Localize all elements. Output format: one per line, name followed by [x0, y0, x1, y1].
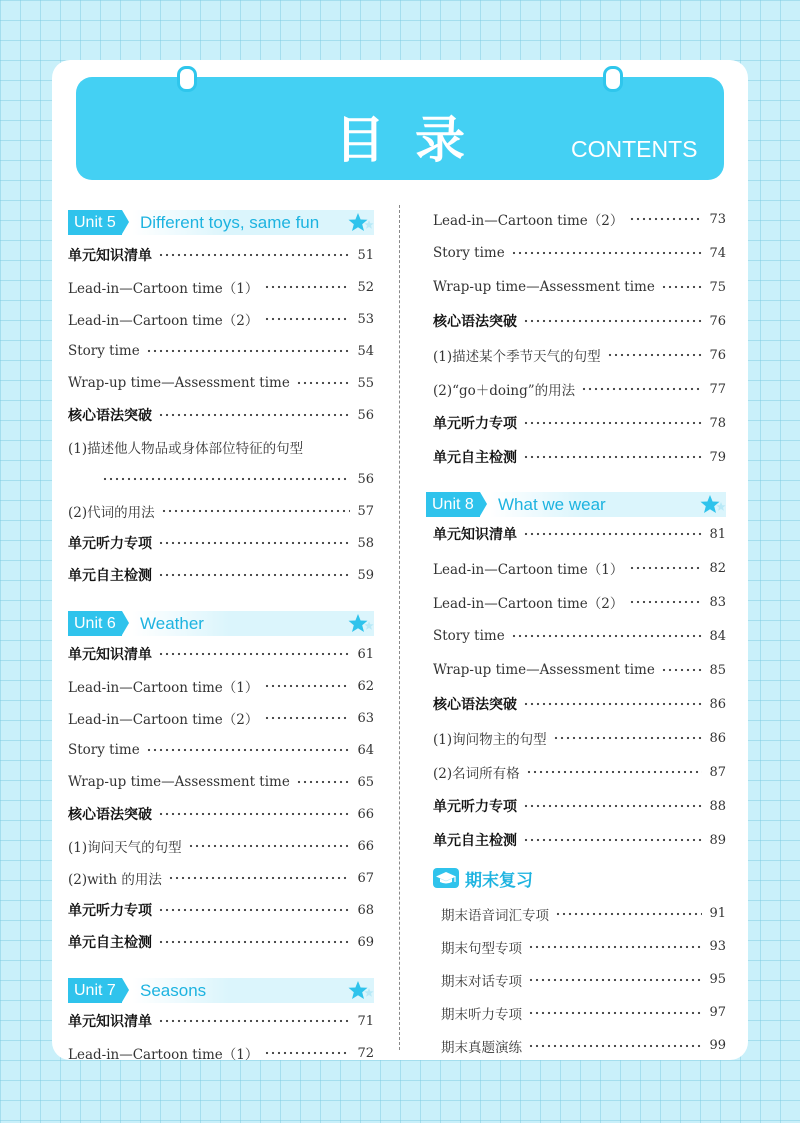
toc-entry[interactable]: 单元知识清单 81 [433, 526, 726, 543]
toc-entry[interactable]: 期末句型专项 93 [441, 939, 726, 957]
toc-entry[interactable]: 单元知识清单 61 [68, 646, 374, 663]
toc-column-right [433, 202, 726, 1062]
toc-entry[interactable]: Lead-in—Cartoon time（1） 52 [68, 279, 374, 297]
unit-8-header [426, 492, 726, 517]
unit-5-tag: Unit 5 [68, 210, 122, 235]
page-title: 目录 [335, 111, 495, 169]
unit-7-header [68, 978, 374, 1003]
unit-8-title: What we wear [498, 495, 606, 514]
toc-entry[interactable]: (1)询问天气的句型 66 [68, 838, 374, 856]
toc-entry[interactable]: Story time 54 [68, 343, 374, 359]
toc-entry-wrapped[interactable]: (1)描述他人物品或身体部位特征的句型 [68, 441, 304, 457]
toc-entry[interactable]: 核心语法突破 66 [68, 806, 374, 823]
unit-7-title: Seasons [140, 981, 207, 1000]
toc-entry[interactable]: Lead-in—Cartoon time（2） 83 [433, 594, 726, 612]
toc-entry[interactable]: Lead-in—Cartoon time（1） 72 [68, 1045, 374, 1063]
toc-entry[interactable]: 核心语法突破 86 [433, 696, 726, 713]
star-icon [700, 493, 726, 515]
toc-entry[interactable]: 期末真题演练 99 [441, 1038, 726, 1056]
toc-entry[interactable]: Lead-in—Cartoon time（1） 62 [68, 678, 374, 696]
unit-8-tag: Unit 8 [426, 492, 480, 517]
toc-entry[interactable]: 单元自主检测 59 [68, 567, 374, 584]
toc-entry[interactable]: Story time 84 [433, 628, 726, 644]
unit-7-tag: Unit 7 [68, 978, 122, 1003]
toc-column-left [68, 210, 374, 1069]
toc-entry[interactable]: Lead-in—Cartoon time（2） 73 [433, 211, 726, 229]
toc-entry[interactable]: Wrap-up time—Assessment time 75 [433, 279, 726, 295]
toc-entry[interactable]: (1)询问物主的句型 86 [433, 730, 726, 748]
toc-entry-continuation[interactable]: 56 [68, 463, 374, 495]
unit-5-title: Different toys, same fun [140, 213, 320, 232]
toc-entry[interactable]: 单元知识清单 71 [68, 1013, 374, 1030]
binder-ring-left [177, 66, 197, 92]
unit-6-header [68, 611, 374, 636]
toc-entry[interactable]: Wrap-up time—Assessment time 65 [68, 774, 374, 790]
unit-6-tag: Unit 6 [68, 611, 122, 636]
column-divider [399, 205, 400, 1050]
toc-entry[interactable]: 核心语法突破 56 [68, 407, 374, 424]
toc-entry[interactable]: 期末听力专项 97 [441, 1005, 726, 1023]
star-icon [348, 211, 374, 233]
toc-entry[interactable]: Story time 74 [433, 245, 726, 261]
toc-entry[interactable]: Lead-in—Cartoon time（2） 63 [68, 710, 374, 728]
toc-entry[interactable]: 单元自主检测 69 [68, 934, 374, 951]
toc-entry[interactable]: 单元自主检测 79 [433, 449, 726, 466]
star-icon [348, 979, 374, 1001]
toc-entry[interactable]: Wrap-up time—Assessment time 55 [68, 375, 374, 391]
toc-entry[interactable]: 单元听力专项 58 [68, 535, 374, 552]
toc-entry[interactable]: 期末语音词汇专项 91 [441, 906, 726, 924]
toc-entry[interactable]: Story time 64 [68, 742, 374, 758]
toc-entry[interactable]: Lead-in—Cartoon time（2） 53 [68, 311, 374, 329]
unit-5-header [68, 210, 374, 235]
toc-entry[interactable]: 单元听力专项 88 [433, 798, 726, 815]
page-subtitle: CONTENTS [571, 136, 698, 162]
toc-entry[interactable]: (2)with 的用法 67 [68, 870, 374, 888]
unit-6-title: Weather [140, 614, 204, 633]
final-review-title: 期末复习 [465, 870, 533, 891]
toc-entry[interactable]: Lead-in—Cartoon time（1） 82 [433, 560, 726, 578]
graduation-cap-icon [433, 868, 459, 888]
star-icon [348, 612, 374, 634]
toc-entry[interactable]: 单元听力专项 68 [68, 902, 374, 919]
toc-entry[interactable]: 单元听力专项 78 [433, 415, 726, 432]
final-review-header [433, 863, 726, 893]
toc-entry[interactable]: 单元自主检测 89 [433, 832, 726, 849]
toc-entry[interactable]: Wrap-up time—Assessment time 85 [433, 662, 726, 678]
toc-entry[interactable]: 核心语法突破 76 [433, 313, 726, 330]
toc-entry[interactable]: (2)名词所有格 87 [433, 764, 726, 782]
toc-entry[interactable]: 期末对话专项 95 [441, 972, 726, 990]
toc-entry[interactable]: (2)“go＋doing”的用法 77 [433, 381, 726, 399]
binder-ring-right [603, 66, 623, 92]
toc-entry[interactable]: (1)描述某个季节天气的句型 76 [433, 347, 726, 365]
toc-entry[interactable]: 单元知识清单 51 [68, 247, 374, 264]
toc-entry[interactable]: (2)代词的用法 57 [68, 503, 374, 521]
